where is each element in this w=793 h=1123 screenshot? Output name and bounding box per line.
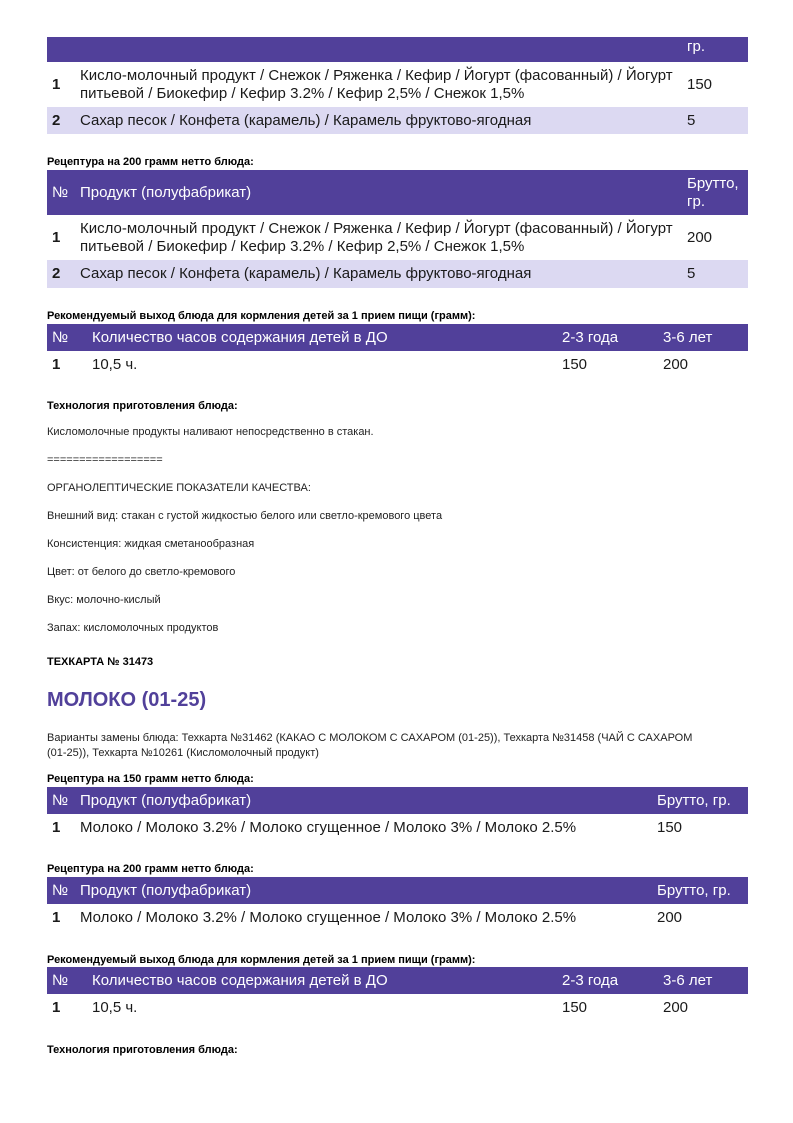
row-product: Сахар песок / Конфета (карамель) / Карамель фруктово-ягодная	[80, 111, 532, 129]
header-age-2-3: 2-3 года	[562, 971, 619, 989]
header-brutto: Брутто, гр.	[657, 791, 731, 809]
row-product: Сахар песок / Конфета (карамель) / Карамель фруктово-ягодная	[80, 265, 532, 282]
header-age-3-6: 3-6 лет	[663, 328, 713, 346]
row-brutto: 5	[687, 265, 696, 282]
row-product: Кисло-молочный продукт / Снежок / Ряженка / Кефир / Йогурт (фасованный) / Йогурт питьевой / Биокефир / Кефир 3.2% / Кефир 2,5% / Снежок 1,5%	[80, 219, 673, 255]
table-row	[47, 62, 748, 107]
recipe-table-200-milk	[47, 877, 748, 932]
quality-appearance: Внешний вид: стакан с густой жидкостью белого или светло-кремового цвета	[47, 510, 443, 522]
row-number: 1	[52, 75, 61, 93]
header-number: №	[52, 881, 69, 899]
quality-taste: Вкус: молочно-кислый	[47, 594, 161, 606]
recipe-caption: Рецептура на 200 грамм нетто блюда:	[47, 863, 254, 875]
table-row	[47, 107, 748, 134]
row-age-2-3: 150	[562, 998, 588, 1016]
quality-consistency: Консистенция: жидкая сметанообразная	[47, 538, 255, 550]
row-brutto: 150	[687, 75, 713, 93]
table-row	[47, 215, 748, 260]
table-header	[47, 787, 748, 814]
table-header	[47, 170, 748, 215]
row-number: 1	[52, 819, 61, 836]
header-number: №	[52, 971, 69, 989]
header-brutto: Брутто, гр.	[687, 174, 739, 210]
row-age-2-3: 150	[562, 355, 588, 373]
row-product: Молоко / Молоко 3.2% / Молоко сгущенное / Молоко 3% / Молоко 2.5%	[80, 819, 577, 836]
table-row	[47, 814, 748, 842]
row-number: 2	[52, 111, 61, 129]
divider-text: ==================	[47, 454, 163, 466]
techcard-number: ТЕХКАРТА № 31473	[47, 656, 154, 668]
tech-caption: Технология приготовления блюда:	[47, 400, 238, 412]
header-age-3-6: 3-6 лет	[663, 971, 713, 989]
row-number: 1	[52, 909, 61, 926]
row-number: 2	[52, 265, 61, 282]
header-product: Продукт (полуфабрикат)	[80, 791, 252, 809]
recipe-caption: Рецептура на 200 грамм нетто блюда:	[47, 156, 254, 168]
header-number	[47, 37, 75, 62]
recipe-table-150-milk	[47, 787, 748, 842]
table-header	[47, 324, 748, 351]
recipe-caption: Рецептура на 150 грамм нетто блюда:	[47, 773, 254, 785]
output-table-milk	[47, 967, 748, 1021]
output-caption: Рекомендуемый выход блюда для кормления детей за 1 прием пищи (грамм):	[47, 954, 476, 966]
header-age-2-3: 2-3 года	[562, 328, 619, 346]
row-hours: 10,5 ч.	[92, 998, 138, 1016]
row-age-3-6: 200	[663, 355, 689, 373]
row-brutto: 200	[657, 909, 683, 926]
header-number: №	[52, 791, 69, 809]
table-row	[47, 260, 748, 288]
table-header	[47, 967, 748, 994]
row-product: Молоко / Молоко 3.2% / Молоко сгущенное / Молоко 3% / Молоко 2.5%	[80, 909, 577, 926]
table-row	[47, 904, 748, 932]
row-product: Кисло-молочный продукт / Снежок / Ряженка / Кефир / Йогурт (фасованный) / Йогурт питьевой / Биокефир / Кефир 3.2% / Кефир 2,5% / Снежок 1,5%	[80, 66, 673, 102]
output-caption: Рекомендуемый выход блюда для кормления детей за 1 прием пищи (грамм):	[47, 310, 476, 322]
row-number: 1	[52, 998, 61, 1016]
header-product: Продукт (полуфабрикат)	[80, 881, 252, 899]
row-age-3-6: 200	[663, 998, 689, 1016]
quality-smell: Запах: кисломолочных продуктов	[47, 622, 219, 634]
dish-title: МОЛОКО (01-25)	[47, 689, 207, 711]
header-product: Продукт (полуфабрикат)	[80, 183, 252, 201]
tech-caption: Технология приготовления блюда:	[47, 1044, 238, 1056]
table-row	[47, 351, 748, 378]
header-brutto: Брутто, гр.	[657, 881, 731, 899]
quality-title: ОРГАНОЛЕПТИЧЕСКИЕ ПОКАЗАТЕЛИ КАЧЕСТВА:	[47, 482, 311, 494]
header-hours: Количество часов содержания детей в ДО	[92, 328, 388, 346]
recipe-table-200-kefir	[47, 170, 748, 288]
recipe-table-150-kefir	[47, 37, 748, 134]
row-hours: 10,5 ч.	[92, 355, 138, 373]
table-row	[47, 994, 748, 1021]
header-number: №	[52, 183, 69, 201]
row-brutto: 200	[687, 228, 713, 246]
header-product	[75, 37, 682, 62]
row-number: 1	[52, 355, 61, 373]
header-brutto: гр.	[687, 38, 705, 55]
table-header	[47, 877, 748, 904]
tech-text: Кисломолочные продукты наливают непосредственно в стакан.	[47, 426, 374, 438]
output-table-kefir	[47, 324, 748, 378]
row-brutto: 150	[657, 819, 683, 836]
row-brutto: 5	[687, 111, 696, 129]
replacement-variants: Варианты замены блюда: Техкарта №31462 (КАКАО С МОЛОКОМ С САХАРОМ (01-25)), Техкарта №31458 (ЧАЙ С САХАРОМ (01-25)), Техкарта №10261 (Кисломолочный продукт)	[47, 732, 693, 759]
table-header	[47, 37, 748, 62]
header-number: №	[52, 328, 69, 346]
header-hours: Количество часов содержания детей в ДО	[92, 971, 388, 989]
row-number: 1	[52, 228, 61, 246]
quality-color: Цвет: от белого до светло-кремового	[47, 566, 236, 578]
